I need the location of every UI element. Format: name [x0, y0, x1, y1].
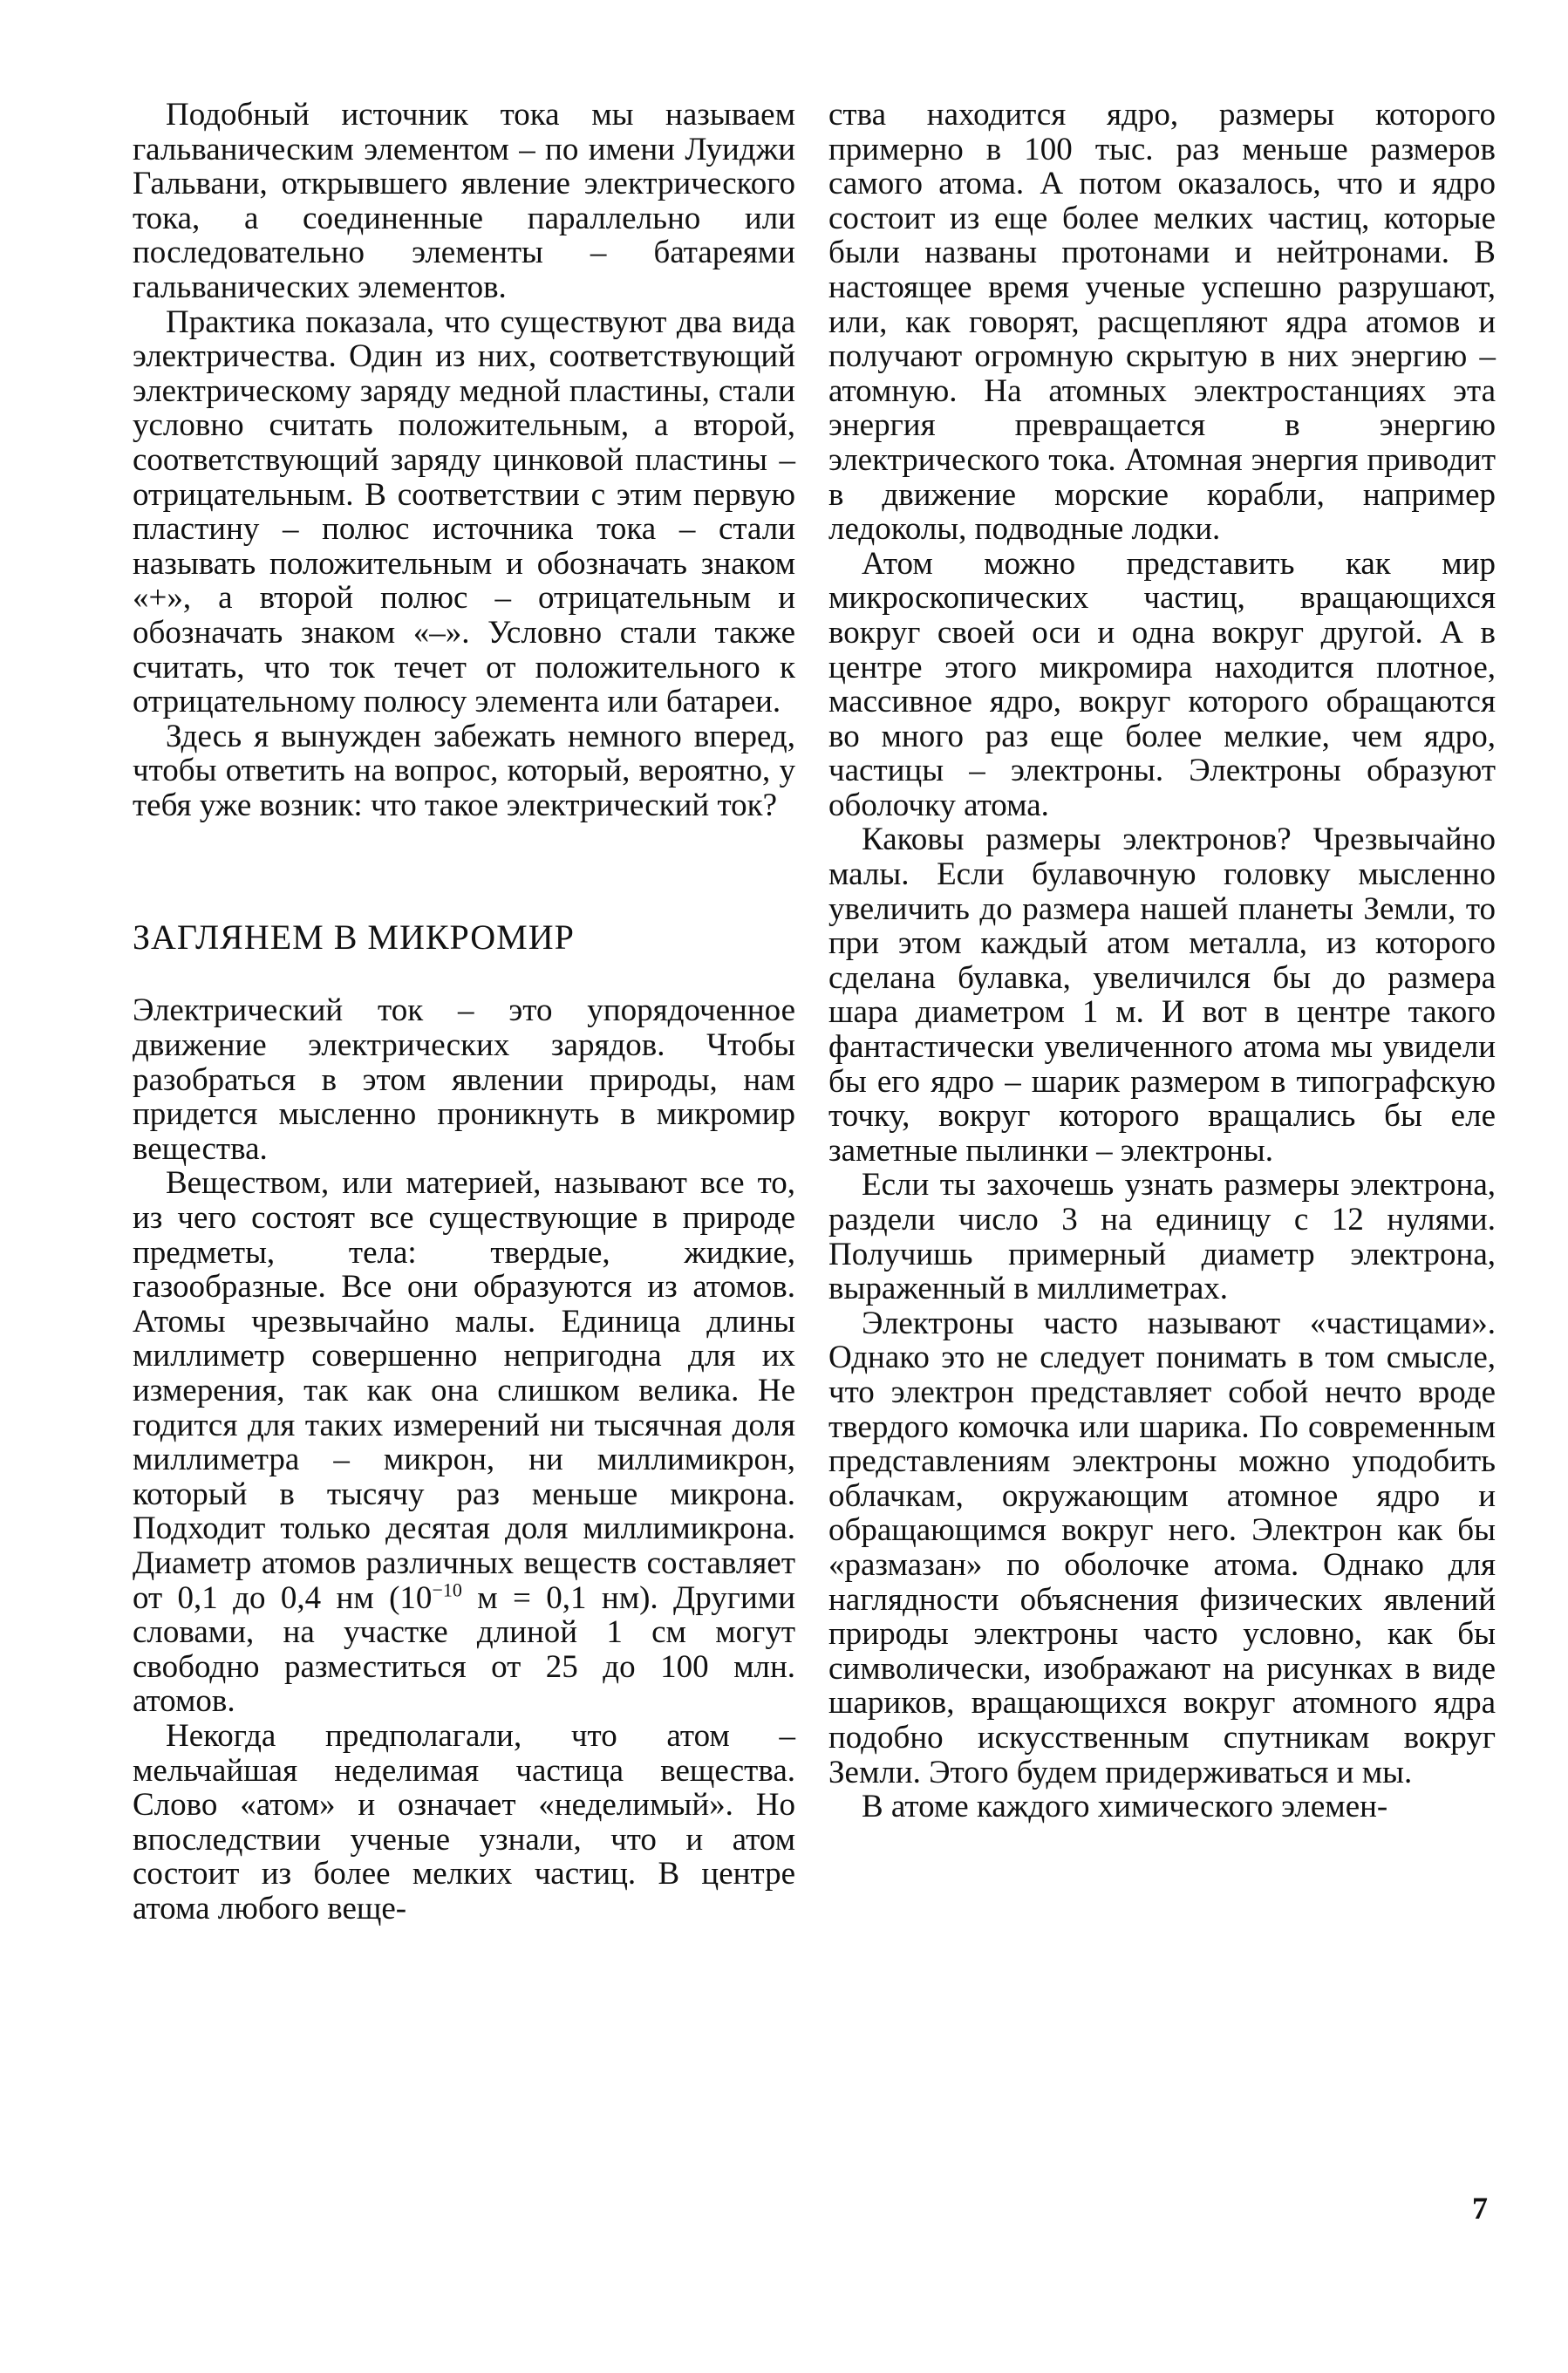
paragraph-atom-indivisible: Некогда предполагали, что атом – мельчайшая неделимая частица вещества. Слово «атом» и означает «неделимый». Но впоследствии ученые узнали, что и атом состоит из более мелких частиц. В центре атома любого веще-: [133, 1717, 795, 1926]
paragraph-microworld: Атом можно представить как мир микроскопических частиц, вращающихся вокруг своей оси и одна вокруг другой. А в центре этого микромира находится плотное, массивное ядро, вокруг которого обращаются во много раз еще более мелкие, чем ядро, частицы – электроны. Электроны образуют оболочку атома.: [828, 545, 1496, 823]
left-column: [133, 98, 795, 1926]
exponent: −10: [432, 1579, 462, 1601]
section-heading: ЗАГЛЯНЕМ В МИКРОМИР: [133, 917, 575, 958]
atom-size-continuation: м = 0,1 нм). Другими словами, на участке длиной 1 см могут свободно разместиться от 25 до 100 млн. атомов.: [133, 1579, 796, 1720]
paragraph-electron-size: Каковы размеры электронов? Чрезвычайно малы. Если булавочную головку мысленно увеличить до размера нашей планеты Земли, то при этом каждый атом металла, из которого сделана булавка, увеличился бы до размера шара диаметром 1 м. И вот в центре такого фантастически увеличенного атома мы увидели бы его ядро – шарик размером в типографскую точку, вокруг которого вращались бы еле заметные пылинки – электроны.: [828, 822, 1496, 1169]
paragraph-substance-and-atoms: [133, 1166, 795, 1719]
paragraph-galvanic-element: Подобный источник тока мы называем гальваническим элементом – по имени Луиджи Гальвани, открывшего явление электрического тока, а соединенные параллельно или последовательно элементы – батареями гальванических элементов.: [133, 97, 795, 305]
paragraph-current-definition: Электрический ток – это упорядоченное движение электрических зарядов. Чтобы разобраться в этом явлении природы, нам придется мысленно проникнуть в микромир вещества.: [133, 992, 795, 1167]
paragraph-nucleus: ства находится ядро, размеры которого примерно в 100 тыс. раз меньше размеров самого атома. А потом оказалось, что и ядро состоит из еще более мелких частиц, которые были названы протонами и нейтронами. В настоящее время ученые успешно разрушают, или, как говорят, расщепляют ядра атомов и получают огромную скрытую в них энергию – атомную. На атомных электростанциях эта энергия превращается в энергию электрического тока. Атомная энергия приводит в движение морские корабли, например ледоколы, подводные лодки.: [828, 97, 1496, 548]
right-column: [828, 98, 1496, 1824]
paragraph-atom-of-element: В атоме каждого химического элемен-: [862, 1789, 1388, 1825]
atom-size-text: Веществом, или материей, называют все то, из чего состоят все существующие в природе предметы, тела: твердые, жидкие, газообразные. Все они образуются из атомов. Атомы чрезвычайно малы. Единица длины миллиметр совершенно непригодна для их измерения, так как она слишком велика. Не годится для таких измерений ни тысячная доля миллиметра – микрон, ни миллимикрон, который в тысячу раз меньше микрона. Подходит только десятая доля миллимикрона. Диаметр атомов различных веществ составляет от 0,1 до 0,4 нм (10: [133, 1165, 795, 1616]
paragraph-electron-particles: Электроны часто называют «частицами». Однако это не следует понимать в том смысле, что электрон представляет собой нечто вроде твердого комочка или шарика. По современным представлениям электроны можно уподобить облачкам, окружающим атомное ядро и обращающимся вокруг него. Электрон как бы «размазан» по оболочке атома. Однако для наглядности объяснения физических явлений природы электроны часто условно, как бы символически, изображают на рисунках в виде шариков, вращающихся вокруг атомного ядра подобно искусственным спутникам вокруг Земли. Этого будем придерживаться и мы.: [828, 1305, 1496, 1790]
paragraph-electron-diameter: Если ты захочешь узнать размеры электрона, раздели число 3 на единицу с 12 нулями. Получишь примерный диаметр электрона, выраженный в миллиметрах.: [828, 1167, 1496, 1307]
paragraph-two-kinds-of-electricity: Практика показала, что существуют два вида электричества. Один из них, соответствующий электрическому заряду медной пластины, стали условно считать положительным, а второй, соответствующий заряду цинковой пластины – отрицательным. В соответствии с этим первую пластину – полюс источника тока – стали называть положительным и обозначать знаком «+», а второй полюс – отрицательным и обозначать знаком «–». Условно стали также считать, что ток течет от положительного к отрицательному полюсу элемента или батареи.: [133, 303, 795, 720]
paragraph-what-is-current: Здесь я вынужден забежать немного вперед, чтобы ответить на вопрос, который, вероятно, у тебя уже возник: что такое электрический ток?: [133, 718, 795, 823]
page-number: 7: [1472, 2191, 1488, 2226]
